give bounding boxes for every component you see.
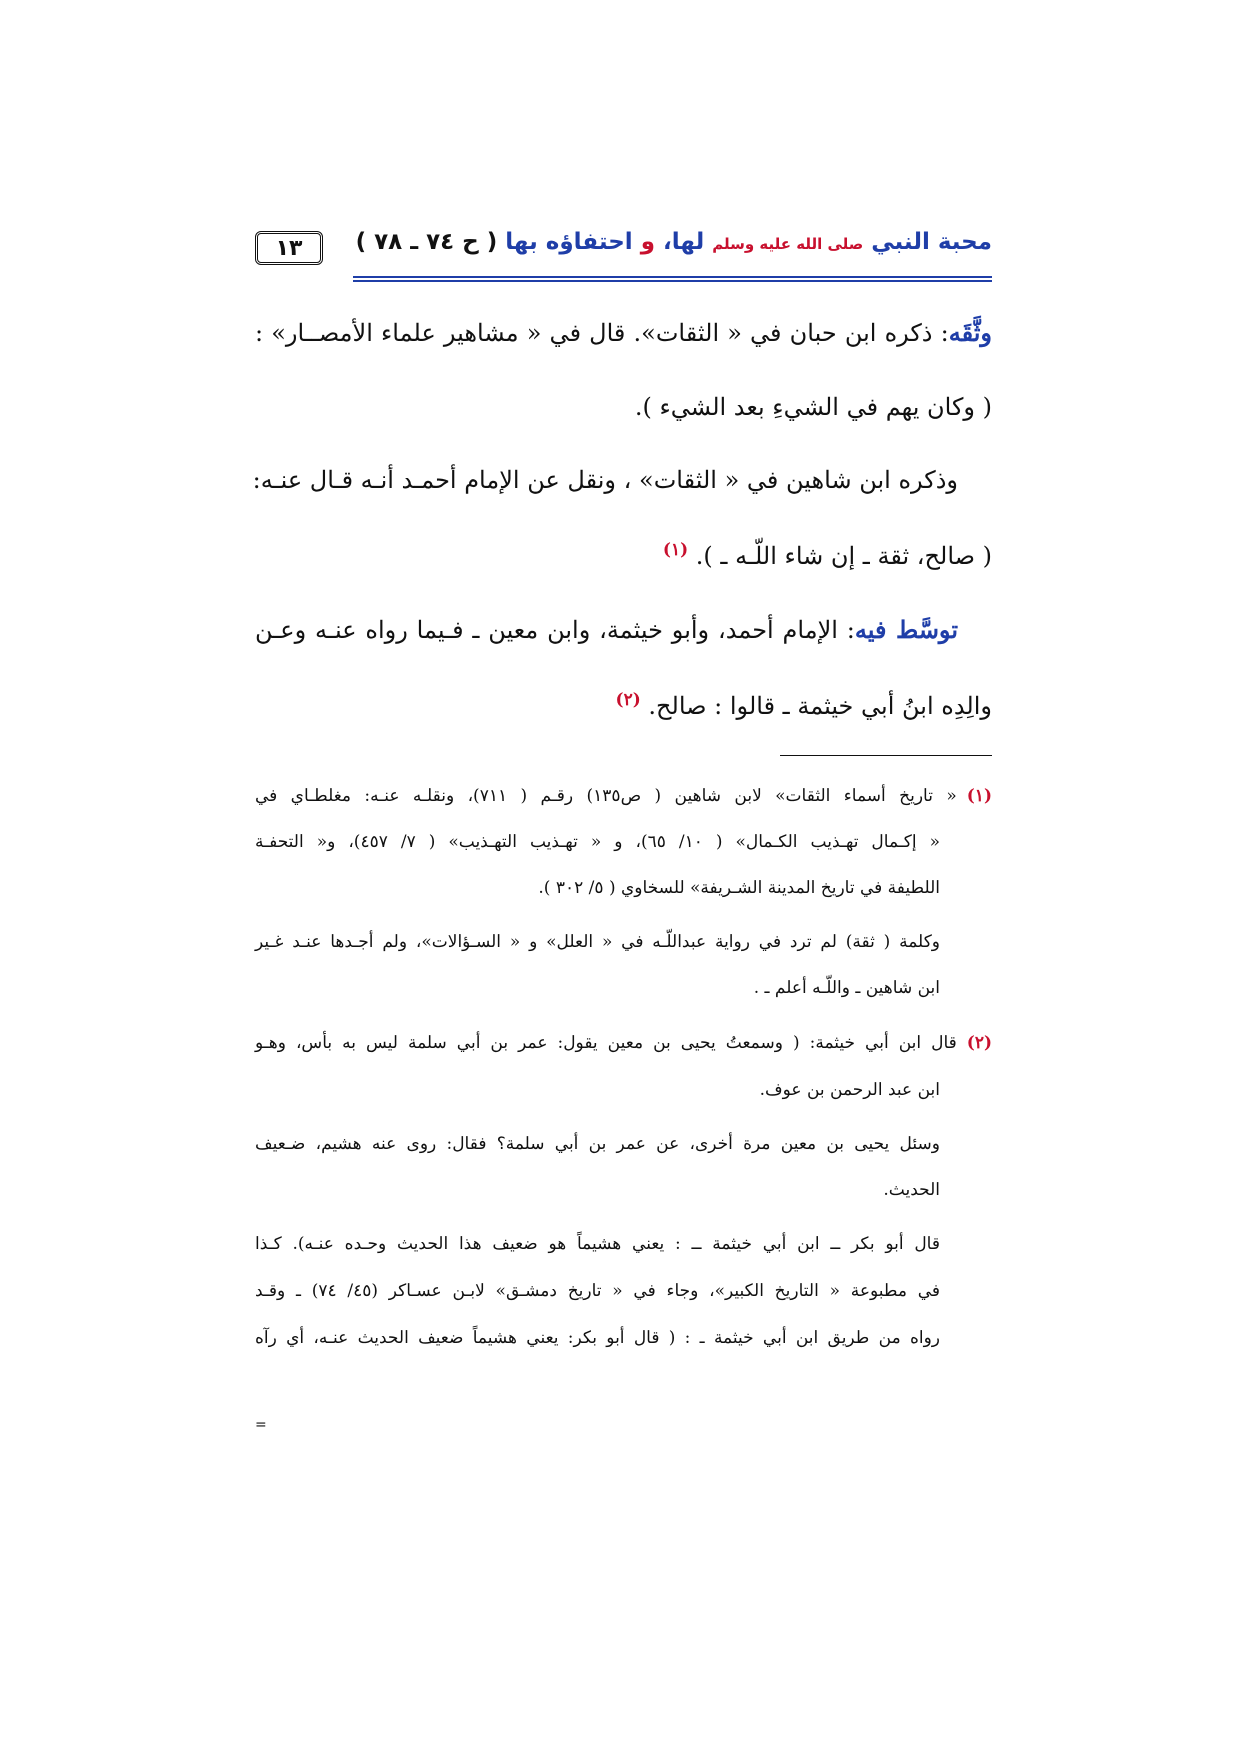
- continuation-mark: =: [255, 1417, 267, 1433]
- header-rule: [353, 276, 992, 282]
- fn1-line3: اللطيفة في تاريخ المدينة الشـريفة» للسخاوي ( ٥/ ٣٠٢ ).: [538, 878, 940, 898]
- fn1-line2: « إكـمال تهـذيب الكـمال» ( ١٠/ ٦٥)، و « تهـذيب التهـذيب» ( ٧/ ٤٥٧)، و« التحفـة: [255, 832, 940, 852]
- page-number: ١٣: [255, 231, 323, 265]
- fn2-line7: رواه من طريق ابن أبي خيثمة ـ : ( قال أبو بكر: يعني هشيماً ضعيف الحديث عنـه، أي رآه: [255, 1328, 941, 1348]
- footnote-ref-1[interactable]: (١): [662, 540, 689, 560]
- footnote-number-2: (٢): [966, 1033, 992, 1053]
- title-hadith-range: ( ح ٧٤ ـ ٧٨ ): [355, 229, 498, 255]
- footnote-ref-2[interactable]: (٢): [615, 690, 641, 710]
- keyword-tawthiq: وثَّقَه: [948, 318, 992, 347]
- fn1-line1: [255, 786, 992, 806]
- p1-line1-text: : ذكره ابن حبان في « الثقات». قال في « مشاهير علماء الأمصــار» :: [255, 319, 949, 347]
- fn1-line1-text: « تاريخ أسماء الثقات» لابن شاهين ( ص١٣٥) رقـم ( ٧١١)، ونقلـه عنـه: مغلطـاي في: [255, 786, 957, 806]
- title-part4: احتفاؤه بها: [505, 229, 633, 255]
- fn2-line1: [255, 1033, 992, 1053]
- title-part3: و: [640, 229, 655, 255]
- running-title: [356, 229, 992, 255]
- fn2-line3: وسئل يحيى بن معين مرة أخرى، عن عمر بن أبي سلمة؟ فقال: روى عنه هشيم، ضـعيف: [255, 1134, 940, 1154]
- p1-line1: [255, 318, 992, 347]
- fn2-line5: قال أبو بكر ــ ابن أبي خيثمة ــ : يعني هشيماً هو ضعيف هذا الحديث وحـده عنـه). كـذا: [255, 1234, 940, 1254]
- title-part1: محبة النبي: [871, 229, 992, 255]
- p3-line2: [616, 690, 992, 720]
- footnote-number-1: (١): [966, 786, 992, 806]
- fn2-line1-text: قال ابن أبي خيثمة: ( وسمعتُ يحيى بن معين يقول: عمر بن أبي سلمة ليس به بأس، وهـو: [255, 1033, 957, 1053]
- page-header: [255, 229, 992, 267]
- p2-line2: [663, 540, 992, 570]
- keyword-tawassut: توسَّط فيه: [854, 615, 958, 644]
- title-part2: لها،: [663, 229, 705, 255]
- honorific-text: صلى الله عليه وسلم: [712, 235, 864, 253]
- fn1-line5: ابن شاهين ـ واللّـه أعلم ـ .: [753, 978, 940, 998]
- fn1-line4: وكلمة ( ثقة) لم ترد في رواية عبداللّـه في « العلل» و « السـؤالات»، ولم أجـدها عنـد غـير: [255, 932, 940, 952]
- p3-line2-text: والِدِه ابنُ أبي خيثمة ـ قالوا : صالح.: [648, 692, 992, 720]
- p2-line2-text: ( صالح، ثقة ـ إن شاء اللّـه ـ ).: [695, 542, 992, 570]
- fn2-line6: في مطبوعة « التاريخ الكبير»، وجاء في « تاريخ دمشـق» لابـن عسـاكر (٤٥/ ٧٤) ـ وقـد: [255, 1281, 940, 1301]
- footnote-separator: [780, 755, 992, 756]
- p3-line1-text: : الإمام أحمد، وأبو خيثمة، وابن معين ـ فـيما رواه عنـه وعـن: [255, 616, 855, 644]
- p2-line1: [252, 466, 992, 494]
- fn2-line2: ابن عبد الرحمن بن عوف.: [759, 1080, 940, 1100]
- fn2-line4: الحديث.: [883, 1180, 940, 1200]
- p3-line1: [255, 615, 992, 644]
- p1-line2: ( وكان يهم في الشيءِ بعد الشيء ).: [634, 393, 992, 421]
- p2-line1-text: وذكره ابن شاهين في « الثقات» ، ونقل عن الإمام أحمـد أنـه قـال عنـه:: [252, 466, 958, 494]
